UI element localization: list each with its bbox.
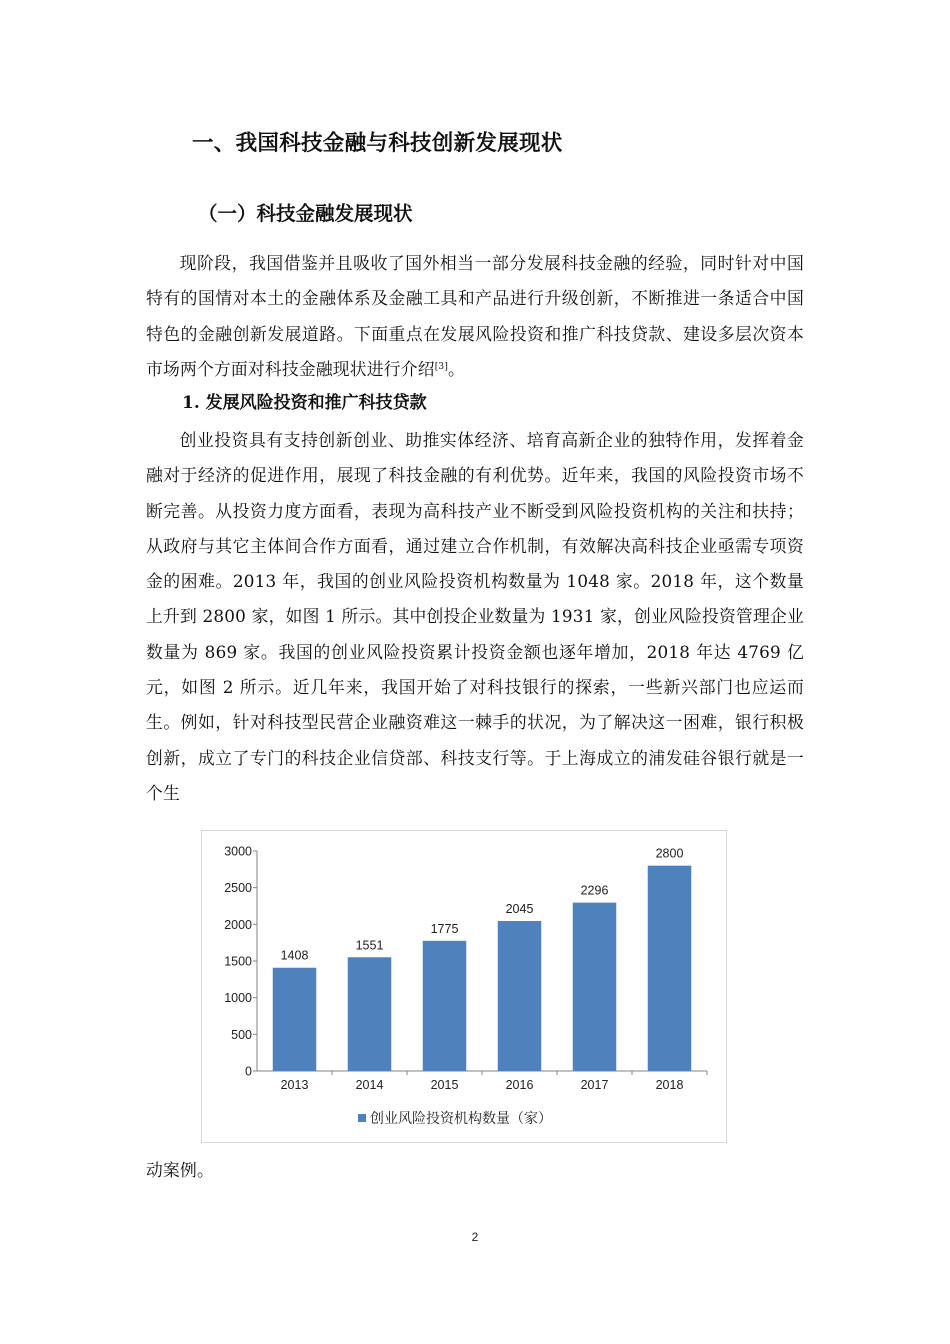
page-number: 2 [471, 1230, 479, 1244]
bar-chart [201, 830, 727, 1143]
y-tick-label: 1000 [224, 991, 252, 1006]
bar [648, 866, 692, 1071]
bar [423, 941, 467, 1071]
x-tick-label: 2015 [430, 1078, 459, 1092]
bar [573, 903, 617, 1071]
data-label: 2045 [505, 902, 534, 917]
y-tick-label: 500 [231, 1027, 252, 1042]
x-tick-label: 2018 [655, 1078, 684, 1092]
legend-label: 创业风险投资机构数量（家） [370, 1111, 552, 1127]
x-tick-label: 2014 [355, 1078, 384, 1092]
data-label: 1408 [280, 948, 309, 963]
numbered-heading: 1. 发展风险投资和推广科技贷款 [182, 393, 427, 413]
y-tick-label: 2500 [224, 881, 252, 896]
data-label: 1775 [430, 921, 459, 936]
intro-paragraph-text: 现阶段，我国借鉴并且吸收了国外相当一部分发展科技金融的经验，同时针对中国特有的国情对本土的金融体系及金融工具和产品进行升级创新，不断推进一条适合中国特色的金融创新发展道路。下面重点在发展风险投资和推广科技贷款、建设多层次资本市场两个方面对科技金融现状进行介绍 [146, 253, 804, 379]
section-heading: 一、我国科技金融与科技创新发展现状 [192, 131, 563, 156]
x-tick-label: 2016 [505, 1078, 534, 1092]
y-tick-label: 0 [245, 1064, 252, 1079]
data-label: 2800 [655, 846, 684, 861]
intro-paragraph-end: 。 [448, 358, 466, 379]
paragraph-continuation: 动案例。 [146, 1160, 214, 1180]
body-paragraph: 创业投资具有支持创新创业、助推实体经济、培育高新企业的独特作用，发挥着金融对于经济的促进作用，展现了科技金融的有利优势。近年来，我国的风险投资市场不断完善。从投资力度方面看，表现为高科技产业不断受到风险投资机构的关注和扶持；从政府与其它主体间合作方面看，通过建立合作机制，有效解决高科技企业亟需专项资金的困难。2013 年，我国的创业风险投资机构数量为 1048 家。2018 年，这个数量上升到 2800 家，如图 1 所示。其中创投企业数量为 1931 家，创业风险投资管理企业数量为 869 家。我国的创业风险投资累计投资金额也逐年增加，2018 年达 4769 亿元，如图 2 所示。近几年来，我国开始了对科技银行的探索，一些新兴部门也应运而生。例如，针对科技型民营企业融资难这一棘手的状况，为了解决这一困难，银行积极创新，成立了专门的科技企业信贷部、科技支行等。于上海成立的浦发硅谷银行就是一个生 [146, 430, 804, 803]
y-tick-label: 3000 [224, 844, 252, 859]
y-tick-label: 2000 [224, 917, 252, 932]
legend-swatch [358, 1114, 366, 1122]
bar [348, 957, 392, 1071]
y-tick-label: 1500 [224, 954, 252, 969]
bar [273, 968, 317, 1071]
x-tick-label: 2013 [280, 1078, 309, 1092]
data-label: 1551 [355, 938, 384, 953]
data-label: 2296 [580, 883, 609, 898]
bar-chart-svg [202, 831, 726, 1142]
x-tick-label: 2017 [580, 1078, 609, 1092]
intro-paragraph [146, 246, 804, 387]
citation-ref: [3] [434, 361, 449, 372]
bar [498, 921, 542, 1071]
subsection-heading: （一）科技金融发展现状 [198, 202, 413, 225]
